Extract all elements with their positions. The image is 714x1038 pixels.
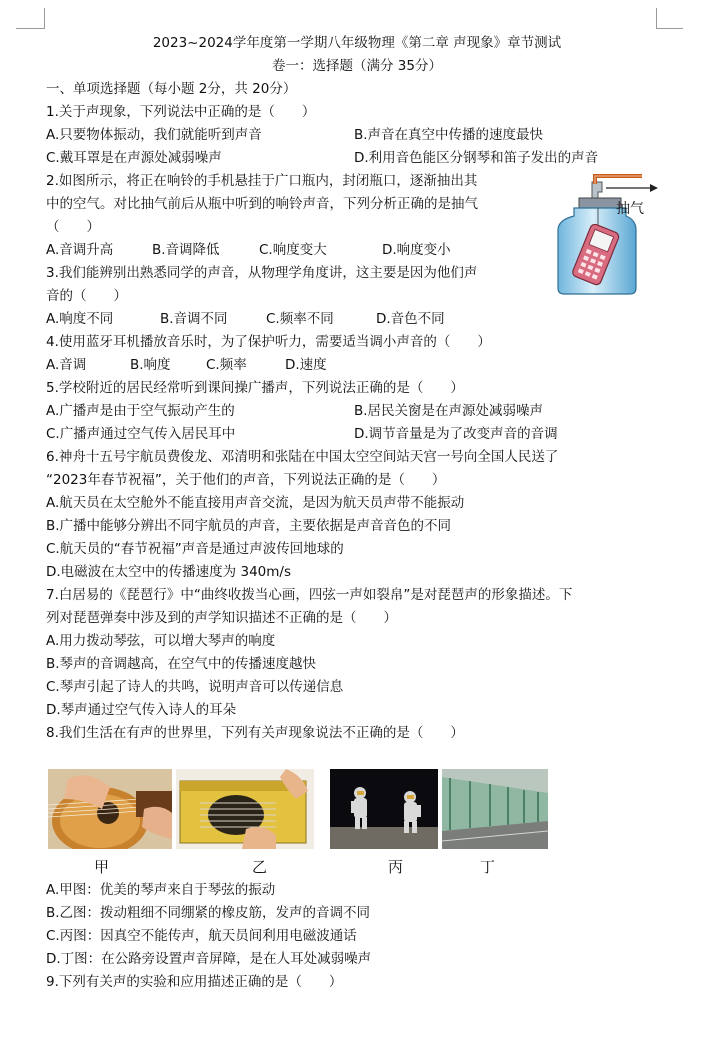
question-stem: 4.使用蓝牙耳机播放音乐时，为了保护听力，需要适当调小声音的（ ）: [46, 334, 491, 350]
option-c: C.响度变大: [259, 242, 327, 258]
option-b: B.声音在真空中传播的速度最快: [354, 127, 544, 143]
option-d: D.利用音色能区分钢琴和笛子发出的声音: [354, 150, 599, 166]
document-subtitle: 卷一：选择题（满分 35分）: [272, 58, 442, 74]
option-b: B.广播中能够分辨出不同宇航员的声音，主要依据是声音音色的不同: [46, 518, 452, 534]
option-b: B.音调降低: [152, 242, 220, 258]
option-c: C.航天员的“春节祝福”声音是通过声波传回地球的: [46, 541, 344, 557]
option-c: C.琴声引起了诗人的共鸣，说明声音可以传递信息: [46, 679, 344, 695]
option-d: D.音色不同: [376, 311, 445, 327]
rubber-band-box-photo: [176, 769, 314, 849]
option-b: B.乙图：拨动粗细不同绷紧的橡皮筋，发声的音调不同: [46, 905, 371, 921]
caption-jia: 甲: [94, 858, 110, 876]
option-a: A.只要物体振动，我们就能听到声音: [46, 127, 262, 143]
question-stem: 音的（ ）: [46, 288, 127, 304]
question-stem: 5.学校附近的居民经常听到课间操广播声，下列说法正确的是（ ）: [46, 380, 464, 396]
option-c: C.丙图：因真空不能传声，航天员间利用电磁波通话: [46, 928, 357, 944]
crop-mark-top-left: [16, 8, 45, 29]
option-a: A.甲图：优美的琴声来自于琴弦的振动: [46, 882, 276, 898]
question-stem: 9.下列有关声的实验和应用描述正确的是（ ）: [46, 974, 343, 990]
question-stem: “2023年春节祝福”，关于他们的声音，下列说法正确的是（ ）: [46, 472, 446, 488]
option-d: D.电磁波在太空中的传播速度为 340m/s: [46, 564, 291, 580]
option-a: A.响度不同: [46, 311, 114, 327]
option-c: C.频率不同: [266, 311, 334, 327]
guitar-photo: [48, 769, 172, 849]
option-b: B.琴声的音调越高，在空气中的传播速度越快: [46, 656, 317, 672]
question-stem: 1.关于声现象，下列说法中正确的是（ ）: [46, 104, 316, 120]
question-stem: 列对琵琶弹奏中涉及到的声学知识描述不正确的是（ ）: [46, 610, 397, 626]
section-heading: 一、单项选择题（每小题 2分，共 20分）: [46, 81, 297, 97]
option-c: C.戴耳罩是在声源处减弱噪声: [46, 150, 222, 166]
sound-barrier-photo: [442, 769, 548, 849]
question-stem: 3.我们能辨别出熟悉同学的声音，从物理学角度讲，这主要是因为他们声: [46, 265, 478, 281]
question-stem: （ ）: [46, 219, 100, 235]
option-d: D.琴声通过空气传入诗人的耳朵: [46, 702, 237, 718]
question-stem: 8.我们生活在有声的世界里，下列有关声现象说法不正确的是（ ）: [46, 725, 464, 741]
question-stem: 7.白居易的《琵琶行》中“曲终收拨当心画，四弦一声如裂帛”是对琵琶声的形象描述。下: [46, 587, 573, 603]
option-c: C.频率: [206, 357, 247, 373]
option-a: A.航天员在太空舱外不能直接用声音交流，是因为航天员声带不能振动: [46, 495, 465, 511]
caption-ding: 丁: [480, 858, 496, 876]
question-stem: 6.神舟十五号宇航员费俊龙、邓清明和张陆在中国太空空间站天宫一号向全国人民送了: [46, 449, 559, 465]
caption-bing: 丙: [388, 858, 404, 876]
crop-mark-top-right: [656, 8, 683, 29]
document-title: 2023~2024学年度第一学期八年级物理《第二章 声现象》章节测试: [152, 35, 562, 51]
option-d: D.调节音量是为了改变声音的音调: [354, 426, 558, 442]
option-a: A.音调升高: [46, 242, 114, 258]
option-c: C.广播声通过空气传入居民耳中: [46, 426, 236, 442]
question-stem: 2.如图所示，将正在响铃的手机悬挂于广口瓶内，封闭瓶口，逐渐抽出其: [46, 173, 478, 189]
bell-jar-figure: [546, 170, 662, 296]
option-a: A.音调: [46, 357, 87, 373]
figure-label-pump-out: 抽气: [616, 201, 644, 217]
option-d: D.速度: [285, 357, 327, 373]
option-b: B.居民关窗是在声源处减弱噪声: [354, 403, 544, 419]
question-stem: 中的空气。对比抽气前后从瓶中听到的响铃声音，下列分析正确的是抽气: [46, 196, 478, 212]
astronauts-photo: [330, 769, 438, 849]
caption-yi: 乙: [252, 858, 268, 876]
option-a: A.用力拨动琴弦，可以增大琴声的响度: [46, 633, 276, 649]
option-b: B.响度: [130, 357, 171, 373]
option-d: D.丁图：在公路旁设置声音屏障，是在人耳处减弱噪声: [46, 951, 372, 967]
option-b: B.音调不同: [160, 311, 228, 327]
option-d: D.响度变小: [382, 242, 451, 258]
option-a: A.广播声是由于空气振动产生的: [46, 403, 235, 419]
